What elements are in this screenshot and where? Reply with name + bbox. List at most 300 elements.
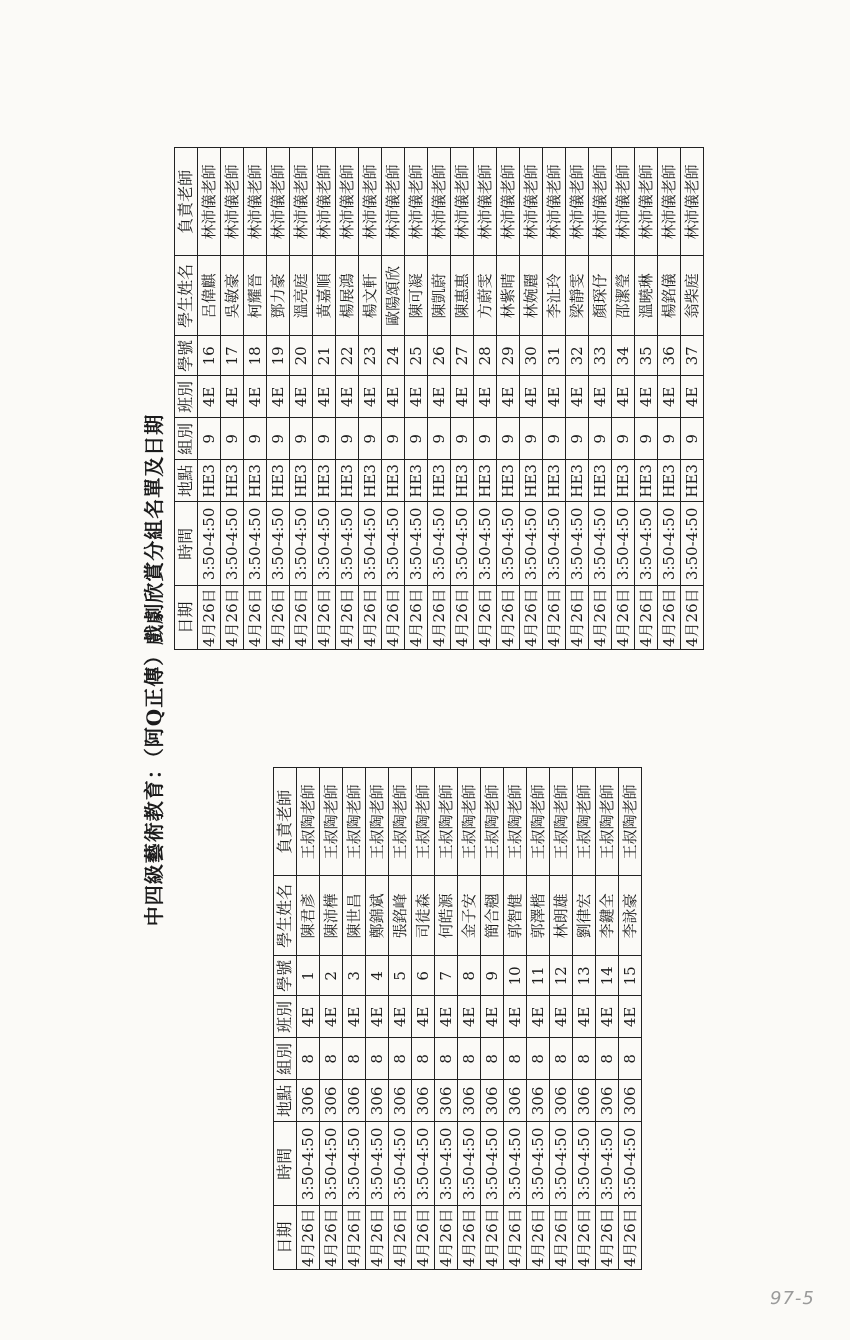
- table-row: [526, 768, 549, 1270]
- cell-location: HE3: [243, 460, 266, 502]
- cell-group: 8: [319, 1038, 342, 1080]
- cell-class: 4E: [404, 376, 427, 418]
- cell-student-number: 1: [296, 956, 319, 996]
- cell-class: 4E: [197, 376, 220, 418]
- cell-time: 3:50-4:50: [381, 502, 404, 586]
- cell-time: 3:50-4:50: [427, 502, 450, 586]
- cell-group: 9: [427, 418, 450, 460]
- cell-teacher: 王叔陶老師: [411, 768, 434, 876]
- cell-location: HE3: [519, 460, 542, 502]
- cell-location: HE3: [450, 460, 473, 502]
- cell-student-number: 37: [680, 336, 703, 376]
- cell-date: 4月26日: [611, 586, 634, 650]
- header-time: 時間: [273, 1122, 296, 1206]
- cell-date: 4月26日: [680, 586, 703, 650]
- cell-group: 9: [519, 418, 542, 460]
- cell-teacher: 林沛儀老師: [220, 148, 243, 256]
- cell-student-number: 8: [457, 956, 480, 996]
- cell-teacher: 林沛儀老師: [358, 148, 381, 256]
- cell-time: 3:50-4:50: [434, 1122, 457, 1206]
- cell-time: 3:50-4:50: [450, 502, 473, 586]
- cell-student-number: 11: [526, 956, 549, 996]
- cell-student-name: 郭智健: [503, 876, 526, 956]
- cell-date: 4月26日: [411, 1206, 434, 1270]
- cell-class: 4E: [496, 376, 519, 418]
- cell-student-name: 梁靜雯: [565, 256, 588, 336]
- cell-group: 8: [526, 1038, 549, 1080]
- cell-location: 306: [549, 1080, 572, 1122]
- cell-group: 9: [381, 418, 404, 460]
- cell-date: 4月26日: [243, 586, 266, 650]
- cell-time: 3:50-4:50: [388, 1122, 411, 1206]
- cell-teacher: 王叔陶老師: [549, 768, 572, 876]
- cell-student-name: 陳沛樺: [319, 876, 342, 956]
- table-row: [243, 148, 266, 650]
- cell-group: 9: [565, 418, 588, 460]
- cell-class: 4E: [266, 376, 289, 418]
- cell-teacher: 林沛儀老師: [289, 148, 312, 256]
- cell-student-name: 陳凱蔚: [427, 256, 450, 336]
- cell-date: 4月26日: [220, 586, 243, 650]
- table-row: [634, 148, 657, 650]
- cell-student-name: 翁柴庭: [680, 256, 703, 336]
- header-location: 地點: [273, 1080, 296, 1122]
- cell-location: 306: [503, 1080, 526, 1122]
- cell-class: 4E: [588, 376, 611, 418]
- cell-location: HE3: [565, 460, 588, 502]
- cell-date: 4月26日: [434, 1206, 457, 1270]
- cell-student-name: 金子安: [457, 876, 480, 956]
- cell-student-name: 郭澤楷: [526, 876, 549, 956]
- table-row: [197, 148, 220, 650]
- cell-teacher: 林沛儀老師: [243, 148, 266, 256]
- table-row: [427, 148, 450, 650]
- table-row: [365, 768, 388, 1270]
- cell-time: 3:50-4:50: [496, 502, 519, 586]
- cell-student-number: 32: [565, 336, 588, 376]
- table-row: [381, 148, 404, 650]
- table-row: [335, 148, 358, 650]
- cell-location: 306: [480, 1080, 503, 1122]
- cell-teacher: 林沛儀老師: [611, 148, 634, 256]
- cell-student-number: 4: [365, 956, 388, 996]
- cell-date: 4月26日: [457, 1206, 480, 1270]
- table-header-row: [273, 768, 296, 1270]
- cell-location: 306: [434, 1080, 457, 1122]
- cell-date: 4月26日: [480, 1206, 503, 1270]
- cell-group: 9: [588, 418, 611, 460]
- cell-date: 4月26日: [358, 586, 381, 650]
- table-row: [434, 768, 457, 1270]
- cell-group: 9: [473, 418, 496, 460]
- cell-class: 4E: [457, 996, 480, 1038]
- header-class: 班別: [273, 996, 296, 1038]
- cell-group: 9: [243, 418, 266, 460]
- table-row: [296, 768, 319, 1270]
- cell-location: HE3: [427, 460, 450, 502]
- cell-time: 3:50-4:50: [634, 502, 657, 586]
- cell-student-name: 吳敏豪: [220, 256, 243, 336]
- cell-student-name: 溫曉琳: [634, 256, 657, 336]
- header-teacher: 負責老師: [174, 148, 197, 256]
- cell-time: 3:50-4:50: [572, 1122, 595, 1206]
- table-row: [565, 148, 588, 650]
- cell-location: 306: [457, 1080, 480, 1122]
- cell-class: 4E: [611, 376, 634, 418]
- cell-student-name: 陳君彥: [296, 876, 319, 956]
- cell-class: 4E: [434, 996, 457, 1038]
- cell-student-number: 9: [480, 956, 503, 996]
- cell-time: 3:50-4:50: [411, 1122, 434, 1206]
- table-header-row: [174, 148, 197, 650]
- cell-date: 4月26日: [588, 586, 611, 650]
- cell-group: 9: [450, 418, 473, 460]
- cell-time: 3:50-4:50: [289, 502, 312, 586]
- cell-location: 306: [526, 1080, 549, 1122]
- cell-teacher: 王叔陶老師: [434, 768, 457, 876]
- cell-group: 9: [197, 418, 220, 460]
- cell-student-number: 22: [335, 336, 358, 376]
- cell-student-name: 鄧力豪: [266, 256, 289, 336]
- cell-date: 4月26日: [381, 586, 404, 650]
- cell-date: 4月26日: [404, 586, 427, 650]
- cell-group: 9: [657, 418, 680, 460]
- cell-student-name: 邵潔瑩: [611, 256, 634, 336]
- cell-location: 306: [411, 1080, 434, 1122]
- cell-group: 9: [611, 418, 634, 460]
- cell-time: 3:50-4:50: [680, 502, 703, 586]
- cell-student-number: 27: [450, 336, 473, 376]
- cell-class: 4E: [618, 996, 641, 1038]
- cell-class: 4E: [220, 376, 243, 418]
- cell-group: 8: [296, 1038, 319, 1080]
- table-row: [473, 148, 496, 650]
- cell-date: 4月26日: [266, 586, 289, 650]
- cell-student-name: 李沚玲: [542, 256, 565, 336]
- cell-date: 4月26日: [365, 1206, 388, 1270]
- cell-time: 3:50-4:50: [457, 1122, 480, 1206]
- cell-class: 4E: [319, 996, 342, 1038]
- cell-time: 3:50-4:50: [342, 1122, 365, 1206]
- cell-teacher: 王叔陶老師: [319, 768, 342, 876]
- cell-location: HE3: [335, 460, 358, 502]
- cell-student-number: 25: [404, 336, 427, 376]
- cell-date: 4月26日: [595, 1206, 618, 1270]
- cell-location: HE3: [220, 460, 243, 502]
- cell-location: 306: [388, 1080, 411, 1122]
- cell-group: 9: [680, 418, 703, 460]
- table-row: [358, 148, 381, 650]
- cell-group: 8: [618, 1038, 641, 1080]
- cell-date: 4月26日: [526, 1206, 549, 1270]
- cell-student-name: 劉律宏: [572, 876, 595, 956]
- cell-group: 9: [404, 418, 427, 460]
- cell-student-number: 3: [342, 956, 365, 996]
- cell-student-number: 10: [503, 956, 526, 996]
- table-row: [457, 768, 480, 1270]
- cell-teacher: 林沛儀老師: [335, 148, 358, 256]
- cell-teacher: 王叔陶老師: [388, 768, 411, 876]
- cell-student-name: 李詠豪: [618, 876, 641, 956]
- table-row: [388, 768, 411, 1270]
- cell-student-name: 陳世昌: [342, 876, 365, 956]
- cell-group: 9: [496, 418, 519, 460]
- table-row: [289, 148, 312, 650]
- cell-teacher: 林沛儀老師: [312, 148, 335, 256]
- table-row: [220, 148, 243, 650]
- cell-student-name: 呂偉麒: [197, 256, 220, 336]
- cell-date: 4月26日: [657, 586, 680, 650]
- cell-student-name: 林紫晴: [496, 256, 519, 336]
- cell-time: 3:50-4:50: [542, 502, 565, 586]
- header-location: 地點: [174, 460, 197, 502]
- cell-teacher: 王叔陶老師: [595, 768, 618, 876]
- group-9-body: [197, 148, 703, 650]
- cell-time: 3:50-4:50: [480, 1122, 503, 1206]
- cell-group: 8: [411, 1038, 434, 1080]
- cell-date: 4月26日: [473, 586, 496, 650]
- cell-student-name: 簡合翹: [480, 876, 503, 956]
- cell-class: 4E: [503, 996, 526, 1038]
- cell-student-name: 歐陽頌欣: [381, 256, 404, 336]
- cell-class: 4E: [365, 996, 388, 1038]
- cell-time: 3:50-4:50: [197, 502, 220, 586]
- cell-location: HE3: [657, 460, 680, 502]
- table-row: [496, 148, 519, 650]
- cell-time: 3:50-4:50: [549, 1122, 572, 1206]
- cell-student-number: 36: [657, 336, 680, 376]
- table-row: [657, 148, 680, 650]
- cell-date: 4月26日: [289, 586, 312, 650]
- cell-location: 306: [572, 1080, 595, 1122]
- cell-group: 9: [542, 418, 565, 460]
- cell-time: 3:50-4:50: [404, 502, 427, 586]
- cell-group: 8: [549, 1038, 572, 1080]
- cell-student-number: 28: [473, 336, 496, 376]
- table-row: [595, 768, 618, 1270]
- cell-teacher: 林沛儀老師: [542, 148, 565, 256]
- cell-class: 4E: [312, 376, 335, 418]
- cell-student-name: 李鍵全: [595, 876, 618, 956]
- cell-time: 3:50-4:50: [618, 1122, 641, 1206]
- table-row: [618, 768, 641, 1270]
- cell-group: 9: [220, 418, 243, 460]
- table-row: [588, 148, 611, 650]
- cell-teacher: 林沛儀老師: [266, 148, 289, 256]
- header-date: 日期: [273, 1206, 296, 1270]
- table-row: [312, 148, 335, 650]
- cell-class: 4E: [549, 996, 572, 1038]
- cell-student-number: 2: [319, 956, 342, 996]
- cell-student-number: 16: [197, 336, 220, 376]
- cell-date: 4月26日: [565, 586, 588, 650]
- cell-class: 4E: [480, 996, 503, 1038]
- header-teacher: 負責老師: [273, 768, 296, 876]
- cell-group: 8: [434, 1038, 457, 1080]
- cell-student-number: 18: [243, 336, 266, 376]
- cell-time: 3:50-4:50: [319, 1122, 342, 1206]
- cell-location: 306: [296, 1080, 319, 1122]
- cell-time: 3:50-4:50: [296, 1122, 319, 1206]
- cell-group: 8: [503, 1038, 526, 1080]
- cell-location: HE3: [358, 460, 381, 502]
- cell-group: 8: [365, 1038, 388, 1080]
- table-row: [680, 148, 703, 650]
- table-row: [342, 768, 365, 1270]
- cell-class: 4E: [565, 376, 588, 418]
- cell-group: 8: [480, 1038, 503, 1080]
- header-student-name: 學生姓名: [174, 256, 197, 336]
- cell-class: 4E: [411, 996, 434, 1038]
- cell-teacher: 林沛儀老師: [680, 148, 703, 256]
- cell-time: 3:50-4:50: [588, 502, 611, 586]
- cell-class: 4E: [381, 376, 404, 418]
- cell-class: 4E: [680, 376, 703, 418]
- handwritten-page-note: 97-5: [770, 1288, 815, 1309]
- cell-date: 4月26日: [427, 586, 450, 650]
- cell-date: 4月26日: [450, 586, 473, 650]
- cell-time: 3:50-4:50: [266, 502, 289, 586]
- table-row: [266, 148, 289, 650]
- cell-time: 3:50-4:50: [503, 1122, 526, 1206]
- cell-location: HE3: [542, 460, 565, 502]
- cell-class: 4E: [388, 996, 411, 1038]
- cell-class: 4E: [519, 376, 542, 418]
- cell-class: 4E: [526, 996, 549, 1038]
- cell-time: 3:50-4:50: [519, 502, 542, 586]
- cell-location: HE3: [266, 460, 289, 502]
- cell-time: 3:50-4:50: [526, 1122, 549, 1206]
- cell-teacher: 王叔陶老師: [618, 768, 641, 876]
- cell-student-number: 20: [289, 336, 312, 376]
- cell-date: 4月26日: [634, 586, 657, 650]
- cell-group: 8: [457, 1038, 480, 1080]
- cell-student-number: 19: [266, 336, 289, 376]
- cell-teacher: 林沛儀老師: [588, 148, 611, 256]
- cell-date: 4月26日: [296, 1206, 319, 1270]
- cell-student-name: 何皓源: [434, 876, 457, 956]
- table-row: [519, 148, 542, 650]
- cell-time: 3:50-4:50: [473, 502, 496, 586]
- header-date: 日期: [174, 586, 197, 650]
- cell-date: 4月26日: [496, 586, 519, 650]
- header-student-number: 學號: [174, 336, 197, 376]
- cell-teacher: 林沛儀老師: [634, 148, 657, 256]
- cell-time: 3:50-4:50: [220, 502, 243, 586]
- header-class: 班別: [174, 376, 197, 418]
- table-row: [411, 768, 434, 1270]
- cell-teacher: 林沛儀老師: [197, 148, 220, 256]
- cell-location: HE3: [680, 460, 703, 502]
- cell-student-name: 鄭錦斌: [365, 876, 388, 956]
- cell-date: 4月26日: [342, 1206, 365, 1270]
- cell-student-number: 26: [427, 336, 450, 376]
- cell-time: 3:50-4:50: [365, 1122, 388, 1206]
- cell-student-number: 14: [595, 956, 618, 996]
- cell-class: 4E: [427, 376, 450, 418]
- cell-location: HE3: [312, 460, 335, 502]
- cell-teacher: 王叔陶老師: [342, 768, 365, 876]
- cell-location: 306: [342, 1080, 365, 1122]
- header-student-name: 學生姓名: [273, 876, 296, 956]
- cell-class: 4E: [634, 376, 657, 418]
- cell-teacher: 王叔陶老師: [572, 768, 595, 876]
- cell-class: 4E: [450, 376, 473, 418]
- cell-time: 3:50-4:50: [312, 502, 335, 586]
- cell-date: 4月26日: [197, 586, 220, 650]
- cell-date: 4月26日: [542, 586, 565, 650]
- cell-student-name: 林朗雄: [549, 876, 572, 956]
- cell-student-name: 方蔚雯: [473, 256, 496, 336]
- cell-class: 4E: [657, 376, 680, 418]
- cell-student-number: 17: [220, 336, 243, 376]
- table-row: [611, 148, 634, 650]
- table-row: [480, 768, 503, 1270]
- group-8-table: [273, 767, 642, 1270]
- cell-class: 4E: [358, 376, 381, 418]
- cell-group: 9: [266, 418, 289, 460]
- cell-date: 4月26日: [572, 1206, 595, 1270]
- cell-class: 4E: [296, 996, 319, 1038]
- cell-teacher: 王叔陶老師: [365, 768, 388, 876]
- table-row: [572, 768, 595, 1270]
- cell-time: 3:50-4:50: [595, 1122, 618, 1206]
- cell-student-name: 黃嘉順: [312, 256, 335, 336]
- cell-location: HE3: [289, 460, 312, 502]
- cell-student-name: 楊文軒: [358, 256, 381, 336]
- cell-student-number: 34: [611, 336, 634, 376]
- cell-time: 3:50-4:50: [335, 502, 358, 586]
- cell-student-number: 23: [358, 336, 381, 376]
- header-time: 時間: [174, 502, 197, 586]
- cell-student-name: 司徒森: [411, 876, 434, 956]
- cell-time: 3:50-4:50: [243, 502, 266, 586]
- cell-location: 306: [618, 1080, 641, 1122]
- cell-teacher: 林沛儀老師: [473, 148, 496, 256]
- group-9-table: [174, 147, 704, 650]
- table-row: [450, 148, 473, 650]
- cell-group: 8: [595, 1038, 618, 1080]
- cell-location: HE3: [611, 460, 634, 502]
- cell-location: 306: [595, 1080, 618, 1122]
- header-student-number: 學號: [273, 956, 296, 996]
- cell-teacher: 林沛儀老師: [427, 148, 450, 256]
- cell-date: 4月26日: [388, 1206, 411, 1270]
- cell-student-number: 31: [542, 336, 565, 376]
- cell-student-name: 楊銘儀: [657, 256, 680, 336]
- group-8-table-wrapper: [273, 692, 657, 1270]
- cell-date: 4月26日: [312, 586, 335, 650]
- cell-student-name: 溫亮庭: [289, 256, 312, 336]
- cell-date: 4月26日: [549, 1206, 572, 1270]
- cell-location: HE3: [496, 460, 519, 502]
- cell-date: 4月26日: [319, 1206, 342, 1270]
- cell-student-name: 柯耀晉: [243, 256, 266, 336]
- header-group: 組別: [174, 418, 197, 460]
- cell-date: 4月26日: [519, 586, 542, 650]
- cell-student-number: 21: [312, 336, 335, 376]
- cell-time: 3:50-4:50: [611, 502, 634, 586]
- cell-location: HE3: [381, 460, 404, 502]
- cell-location: 306: [319, 1080, 342, 1122]
- cell-teacher: 林沛儀老師: [496, 148, 519, 256]
- table-row: [319, 768, 342, 1270]
- cell-student-number: 7: [434, 956, 457, 996]
- table-row: [549, 768, 572, 1270]
- cell-student-number: 13: [572, 956, 595, 996]
- cell-location: HE3: [634, 460, 657, 502]
- cell-location: 306: [365, 1080, 388, 1122]
